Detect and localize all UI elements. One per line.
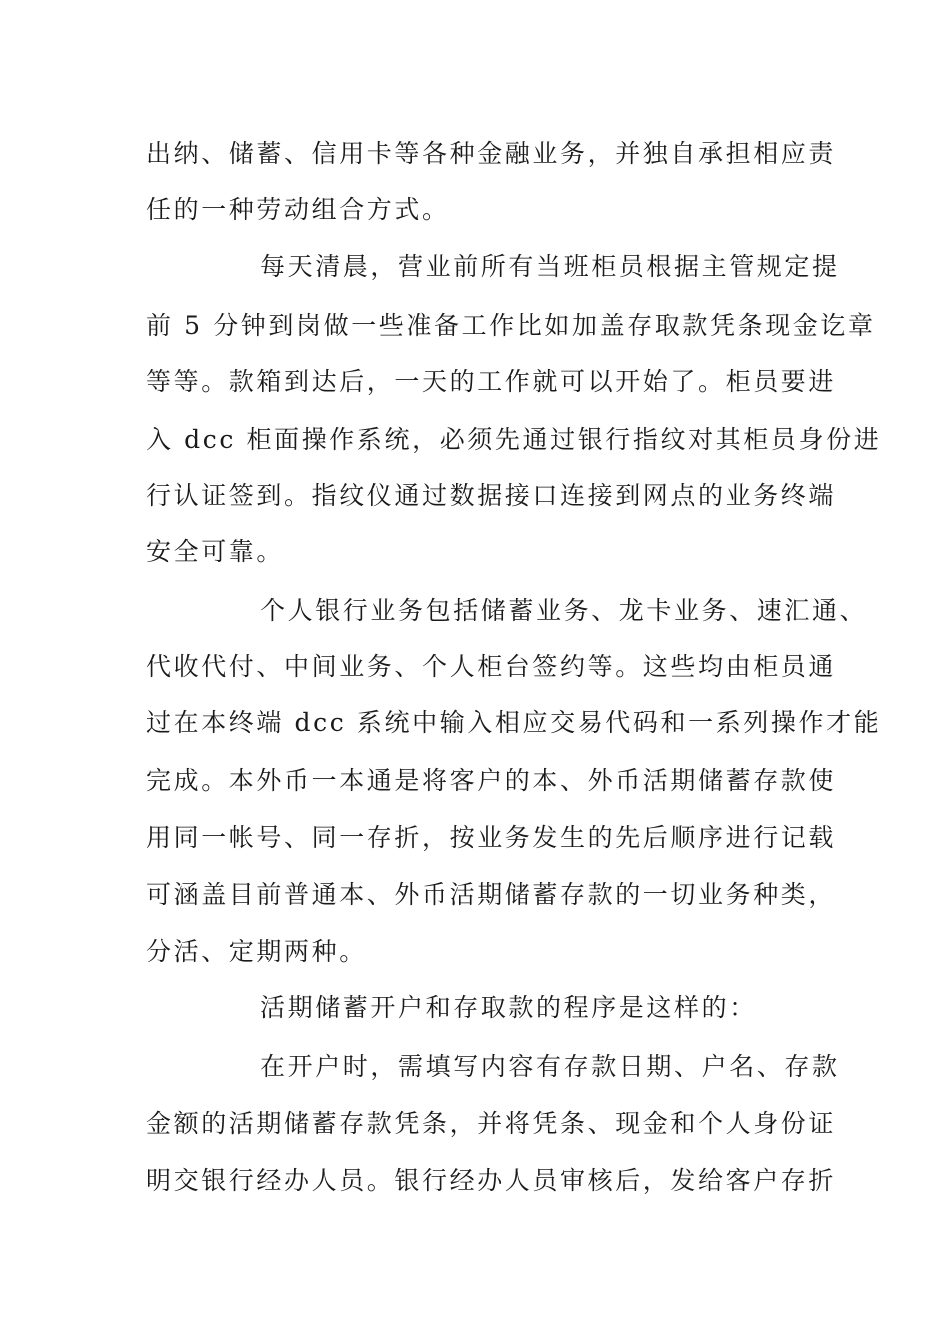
text-line: 代收代付、中间业务、个人柜台签约等。这些均由柜员通: [146, 652, 837, 681]
paragraph-start-line: 每天清晨，营业前所有当班柜员根据主管规定提: [260, 252, 840, 281]
text-line: 金额的活期储蓄存款凭条，并将凭条、现金和个人身份证: [146, 1109, 837, 1138]
text-line: 分活、定期两种。: [146, 937, 367, 966]
text-line: 过在本终端 dcc 系统中输入相应交易代码和一系列操作才能: [146, 708, 882, 737]
text-line: 等等。款箱到达后，一天的工作就可以开始了。柜员要进: [146, 367, 837, 396]
paragraph-start-line: 在开户时，需填写内容有存款日期、户名、存款: [260, 1052, 840, 1081]
paragraph-start-line: 个人银行业务包括储蓄业务、龙卡业务、速汇通、: [260, 596, 868, 625]
text-line: 安全可靠。: [146, 537, 285, 566]
text-line: 完成。本外币一本通是将客户的本、外币活期储蓄存款使: [146, 766, 837, 795]
text-line: 明交银行经办人员。银行经办人员审核后，发给客户存折: [146, 1166, 837, 1195]
text-line: 行认证签到。指纹仪通过数据接口连接到网点的业务终端: [146, 481, 837, 510]
text-line: 入 dcc 柜面操作系统，必须先通过银行指纹对其柜员身份进: [146, 425, 882, 454]
text-line: 任的一种劳动组合方式。: [146, 195, 450, 224]
paragraph-start-line: 活期储蓄开户和存取款的程序是这样的：: [260, 993, 757, 1022]
text-line: 可涵盖目前普通本、外币活期储蓄存款的一切业务种类，: [146, 880, 837, 909]
text-line: 出纳、储蓄、信用卡等各种金融业务，并独自承担相应责: [146, 139, 837, 168]
text-line: 前 5 分钟到岗做一些准备工作比如加盖存取款凭条现金讫章: [146, 311, 876, 340]
text-line: 用同一帐号、同一存折，按业务发生的先后顺序进行记载: [146, 823, 837, 852]
